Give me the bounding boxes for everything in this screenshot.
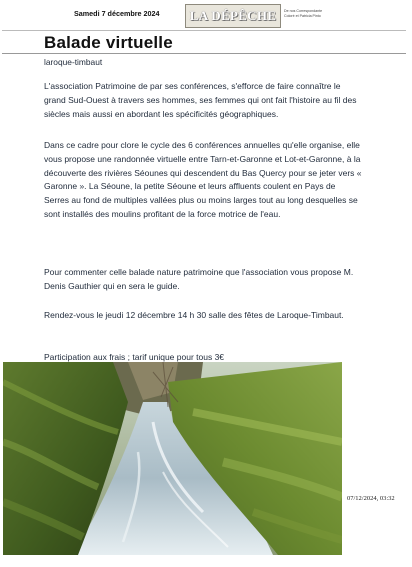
paragraph-intro: L'association Patrimoine de par ses conférences, s'efforce de faire connaître le grand Sud-Ouest à travers ses hommes, ses femmes qui ont fait l'histoire au fil des siècles mais aussi en abordant les spécificités géographiques. xyxy=(44,81,357,119)
correspondents-line-2: Coloré et Patricia Pinto xyxy=(284,13,321,18)
article-title: Balade virtuelle xyxy=(44,33,173,52)
print-timestamp: 07/12/2024, 03:32 xyxy=(347,495,395,502)
paragraph-meeting: Rendez-vous le jeudi 12 décembre 14 h 30 salle des fêtes de Laroque-Timbaut. xyxy=(44,310,344,320)
correspondents-line-1: De nos Correspondante xyxy=(284,9,323,13)
paragraph-guide: Pour commenter celle balade nature patrimoine que l'association vous propose M. Denis Gauthier qui en sera le guide. xyxy=(44,267,354,291)
header-date: Samedi 7 décembre 2024 xyxy=(74,9,160,18)
title-divider xyxy=(2,53,406,54)
newspaper-logo: LA DÉPÊCHE xyxy=(185,4,281,28)
paragraph-price: Participation aux frais ; tarif unique pour tous 3€ xyxy=(44,352,225,362)
header-divider xyxy=(2,30,406,31)
paragraph-walk: Dans ce cadre pour clore le cycle des 6 conférences annuelles qu'elle organise, elle vous propose une randonnée virtuelle entre Tarn-et-Garonne et Lot-et-Garonne, à la découverte des rivières Séounes qui descendent du Bas Quercy pour se jeter vers « Garonne ». La Séoune, la petite Séoune et leurs affluents coulent en Pays de Serres au fond de multiples vallées plus ou moins larges tout au long desquelles se sont installés des moulins profitant de la force motrice de l'eau. xyxy=(44,140,362,219)
correspondents-credit xyxy=(284,9,354,18)
stream-photo xyxy=(3,362,342,555)
article-place: laroque-timbaut xyxy=(44,57,103,67)
